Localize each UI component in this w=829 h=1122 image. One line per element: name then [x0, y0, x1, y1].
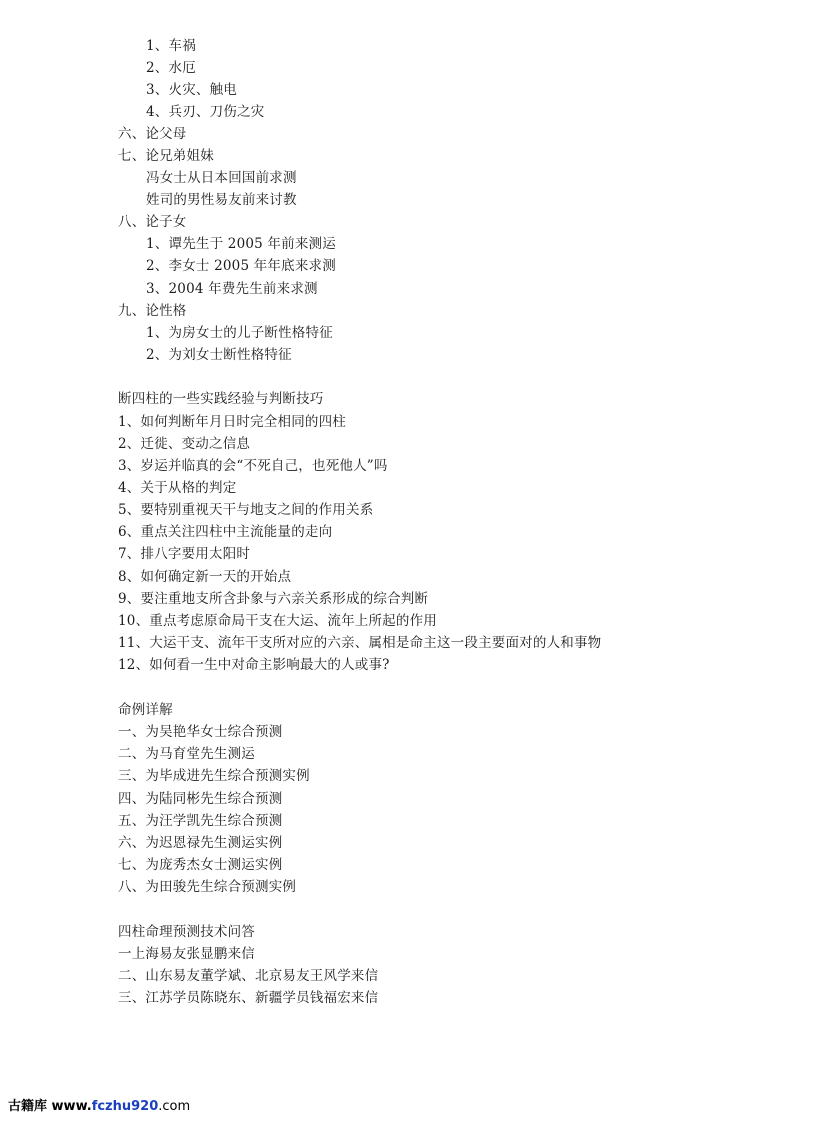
list-item: 七、为庞秀杰女士测运实例: [118, 857, 283, 873]
chapter-title: 四柱命理预测技术问答: [118, 924, 255, 940]
list-item: 姓司的男性易友前来讨教: [146, 192, 297, 208]
list-item: 9、要注重地支所含卦象与六亲关系形成的综合判断: [118, 591, 429, 607]
list-item: 7、排八字要用太阳时: [118, 546, 251, 562]
url-brand: fczhu920: [91, 1099, 159, 1114]
chapter-title: 命例详解: [118, 702, 173, 718]
list-item: 六、为迟恩禄先生测运实例: [118, 835, 283, 851]
list-item: 6、重点关注四柱中主流能量的走向: [118, 524, 333, 540]
list-item: 2、为刘女士断性格特征: [146, 347, 292, 363]
list-item: 3、2004 年费先生前来求测: [146, 281, 318, 297]
list-item: 4、关于从格的判定: [118, 480, 237, 496]
list-item: 冯女士从日本回国前求测: [146, 170, 297, 186]
footer-watermark: [8, 1095, 190, 1114]
url-suffix: .com: [158, 1099, 191, 1114]
list-item: 3、火灾、触电: [146, 82, 237, 98]
list-item: 12、如何看一生中对命主影响最大的人或事?: [118, 657, 390, 673]
list-item: 四、为陆同彬先生综合预测: [118, 791, 283, 807]
list-item: 二、山东易友董学斌、北京易友王风学来信: [118, 968, 379, 984]
list-item: 三、为毕成进先生综合预测实例: [118, 768, 310, 784]
list-item: 11、大运干支、流年干支所对应的六亲、属相是命主这一段主要面对的人和事物: [118, 635, 602, 651]
list-item: 2、李女士 2005 年年底来求测: [146, 258, 336, 274]
list-item: 一、为吴艳华女士综合预测: [118, 724, 283, 740]
site-url[interactable]: [52, 1099, 191, 1114]
list-item: 1、为房女士的儿子断性格特征: [146, 325, 333, 341]
section-heading: 六、论父母: [118, 126, 187, 142]
list-item: 五、为汪学凯先生综合预测: [118, 813, 283, 829]
list-item: 一上海易友张显鹏来信: [118, 946, 255, 962]
list-item: 二、为马育堂先生测运: [118, 746, 255, 762]
list-item: 1、如何判断年月日时完全相同的四柱: [118, 414, 346, 430]
section-heading: 九、论性格: [118, 303, 187, 319]
section-heading: 八、论子女: [118, 214, 187, 230]
section-heading: 七、论兄弟姐妹: [118, 148, 214, 164]
list-item: 8、如何确定新一天的开始点: [118, 569, 292, 585]
list-item: 3、岁运并临真的会“不死自己，也死他人”吗: [118, 458, 388, 474]
list-item: 2、迁徙、变动之信息: [118, 436, 251, 452]
list-item: 1、车祸: [146, 38, 196, 54]
site-name: 古籍库: [8, 1099, 48, 1114]
url-prefix: www.: [51, 1099, 92, 1114]
list-item: 5、要特别重视天干与地支之间的作用关系: [118, 502, 374, 518]
list-item: 10、重点考虑原命局干支在大运、流年上所起的作用: [118, 613, 437, 629]
list-item: 三、江苏学员陈晓东、新疆学员钱福宏来信: [118, 990, 379, 1006]
list-item: 2、水厄: [146, 60, 196, 76]
chapter-title: 断四柱的一些实践经验与判断技巧: [118, 391, 324, 407]
list-item: 八、为田骏先生综合预测实例: [118, 879, 297, 895]
list-item: 4、兵刃、刀伤之灾: [146, 104, 265, 120]
list-item: 1、谭先生于 2005 年前来测运: [146, 236, 336, 252]
